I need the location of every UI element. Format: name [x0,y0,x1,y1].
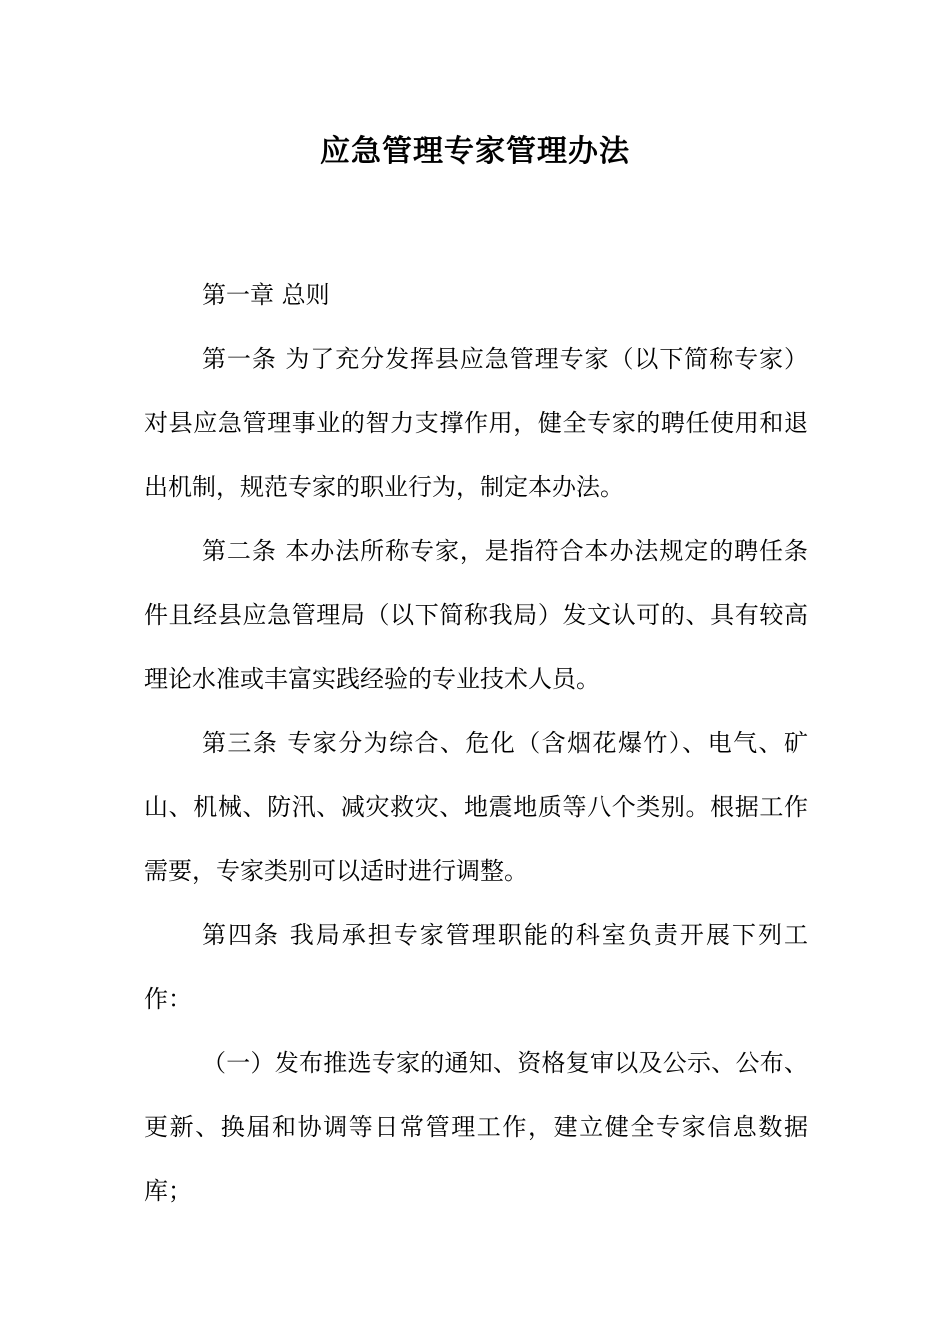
article-4: 第四条 我局承担专家管理职能的科室负责开展下列工作： [144,921,808,1013]
chapter-heading: 第一章 总则 [202,281,330,309]
article-1: 第一条 为了充分发挥县应急管理专家（以下简称专家）对县应急管理事业的智力支撑作用，健全专家的聘任使用和退出机制，规范专家的职业行为，制定本办法。 [144,345,808,501]
article-3: 第三条 专家分为综合、危化（含烟花爆竹）、电气、矿山、机械、防汛、减灾救灾、地震地质等八个类别。根据工作需要，专家类别可以适时进行调整。 [144,729,808,885]
article-4-item-1: （一）发布推选专家的通知、资格复审以及公示、公布、更新、换届和协调等日常管理工作，建立健全专家信息数据库； [144,1049,808,1205]
article-2: 第二条 本办法所称专家，是指符合本办法规定的聘任条件且经县应急管理局（以下简称我局）发文认可的、具有较高理论水准或丰富实践经验的专业技术人员。 [144,537,808,693]
document-body [144,263,808,1223]
document-title: 应急管理专家管理办法 [320,134,630,169]
